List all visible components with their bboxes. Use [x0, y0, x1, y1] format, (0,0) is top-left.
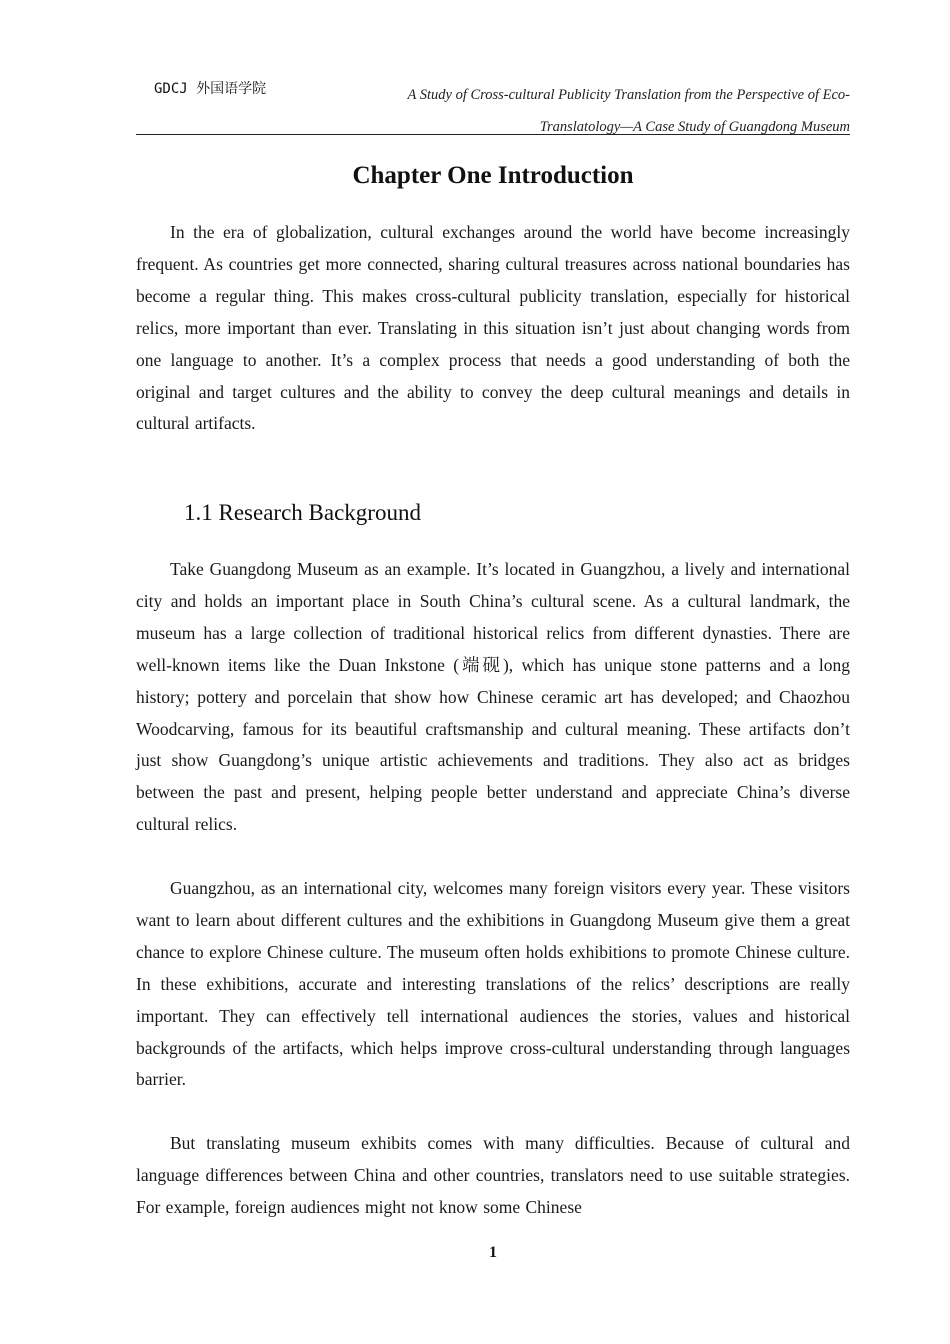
section-heading: 1.1 Research Background	[184, 500, 421, 525]
intro-paragraph: In the era of globalization, cultural exchanges around the world have become increasingly frequent. As countries get more connected, sharing cultural treasures across national boundaries has become a regular thing. This makes cross-cultural publicity translation, especially for historical relics, more important than ever. Translating in this situation isn’t just about changing words from one language to another. It’s a complex process that needs a good understanding of both the original and target cultures and the ability to convey the deep cultural meanings and details in cultural artifacts.	[136, 222, 850, 434]
body-paragraph: But translating museum exhibits comes with many difficulties. Because of cultural and language differences between China and other countries, translators need to use suitable strategies. For example, foreign audiences might not know some Chinese	[136, 1133, 850, 1217]
chapter-title: Chapter One Introduction	[352, 162, 634, 189]
body-paragraph: Take Guangdong Museum as an example. It’s located in Guangzhou, a lively and international city and holds an important place in South China’s cultural scene. As a cultural landmark, the museum has a large collection of traditional historical relics from different dynasties. There are well-known items like the Duan Inkstone (端砚), which has unique stone patterns and a long history; pottery and porcelain that show how Chinese ceramic art has developed; and Chaozhou Woodcarving, famous for its beautiful craftsmanship and cultural meaning. These artifacts don’t just show Guangdong’s unique artistic achievements and traditions. They also act as bridges between the past and present, helping people better understand and appreciate China’s diverse cultural relics.	[136, 559, 850, 835]
header-title-line-2: Translatology—A Case Study of Guangdong Museum	[539, 119, 850, 135]
page-number: 1	[489, 1244, 497, 1261]
document-page	[136, 0, 850, 1344]
header-thesis-title	[330, 79, 850, 143]
body-paragraph: Guangzhou, as an international city, welcomes many foreign visitors every year. These visitors want to learn about different cultures and the exhibitions in Guangdong Museum give them a great chance to explore Chinese culture. The museum often holds exhibitions to promote Chinese culture. In these exhibitions, accurate and interesting translations of the relics’ descriptions are really important. They can effectively tell international audiences the stories, values and historical backgrounds of the artifacts, which helps improve cross-cultural understanding through languages barrier.	[136, 878, 850, 1090]
header-institution: GDCJ 外国语学院	[154, 81, 267, 97]
header-title-line-1: A Study of Cross-cultural Publicity Translation from the Perspective of Eco-	[407, 87, 850, 103]
running-header	[136, 74, 850, 135]
